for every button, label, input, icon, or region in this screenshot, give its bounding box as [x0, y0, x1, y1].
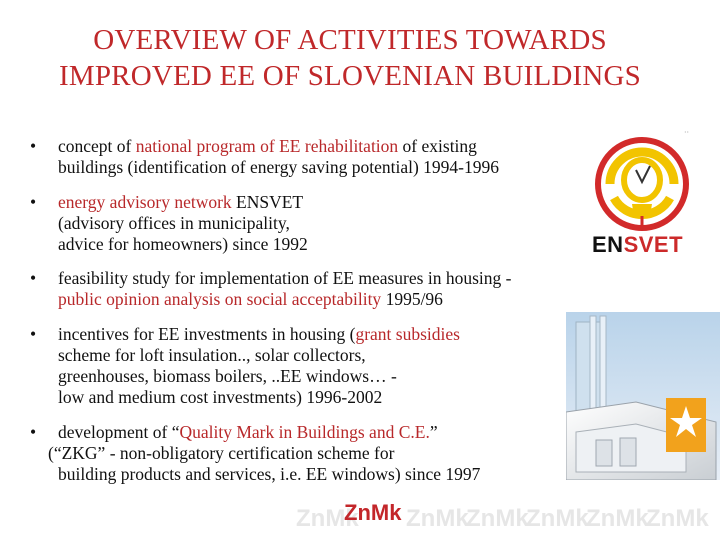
decorative-dot-icon: ··: [684, 128, 690, 137]
highlight-public-opinion: public opinion analysis on social acceptability: [58, 289, 382, 309]
highlight-national-program: national program of EE rehabilitation: [135, 136, 399, 156]
highlight-quality-mark: Quality Mark in Buildings and C.E.: [179, 422, 430, 442]
mark-glyph-3: ZnMk: [466, 505, 529, 532]
ee-window-profile-image: [566, 312, 720, 480]
highlight-grant-subsidies: grant subsidies: [355, 324, 460, 344]
mark-glyph-1: ZnMk: [296, 505, 359, 532]
page-title: [0, 22, 700, 94]
bullet-dot: •: [30, 136, 37, 156]
quality-mark-strip-icon: [296, 496, 720, 536]
ensvet-logo-text: ENSVET: [592, 232, 684, 257]
bullet-dot: •: [30, 268, 37, 288]
mark-glyph-4: ZnMk: [526, 505, 589, 532]
title-line-1: OVERVIEW OF ACTIVITIES TOWARDS: [93, 24, 607, 56]
highlight-advisory-network: energy advisory network: [58, 192, 232, 212]
title-line-2: IMPROVED EE OF SLOVENIAN BUILDINGS: [59, 60, 641, 92]
mark-glyph-5: ZnMk: [586, 505, 649, 532]
bullet-dot: •: [30, 192, 37, 212]
mark-glyph-6: ZnMk: [646, 505, 709, 532]
quality-mark-logo: ZnMk: [344, 500, 402, 525]
bullet-dot: •: [30, 422, 37, 442]
bullet-dot: •: [30, 324, 37, 344]
mark-glyph-2: ZnMk: [406, 505, 469, 532]
